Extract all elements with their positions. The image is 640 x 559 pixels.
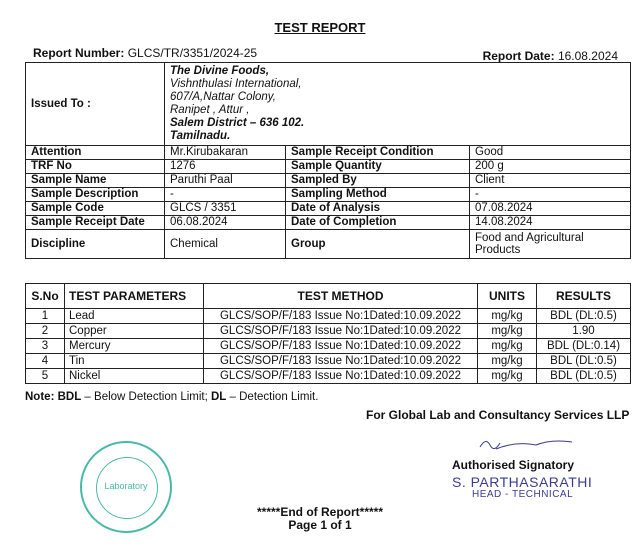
cell-unit: mg/kg — [478, 309, 537, 324]
sample-receipt-date-label: Sample Receipt Date — [26, 216, 165, 230]
cell-parameter: Lead — [65, 309, 204, 324]
signature-image — [476, 433, 576, 455]
issued-to-label: Issued To : — [26, 63, 165, 146]
cell-result: 1.90 — [537, 324, 631, 339]
cell-method: GLCS/SOP/F/183 Issue No:1Dated:10.09.2022 — [204, 324, 478, 339]
sampled-by-label: Sampled By — [286, 174, 470, 188]
cell-unit: mg/kg — [478, 354, 537, 369]
cell-result: BDL (DL:0.14) — [537, 339, 631, 354]
table-row — [26, 369, 631, 384]
sample-receipt-date-value: 06.08.2024 — [165, 216, 286, 230]
report-number-value: GLCS/TR/3351/2024-25 — [127, 46, 258, 60]
cell-parameter: Copper — [65, 324, 204, 339]
note-label: Note — [25, 391, 51, 403]
signatory-name: S. PARTHASARATHI — [452, 474, 593, 490]
discipline-value: Chemical — [165, 230, 286, 259]
table-header-row — [26, 284, 631, 309]
sample-name-label: Sample Name — [26, 174, 165, 188]
trf-label: TRF No — [26, 160, 165, 174]
sample-description-label: Sample Description — [26, 188, 165, 202]
test-results-table — [25, 283, 631, 384]
table-row — [26, 309, 631, 324]
cell-result: BDL (DL:0.5) — [537, 354, 631, 369]
sampling-method-value: - — [470, 188, 631, 202]
table-row — [26, 354, 631, 369]
group-value: Food and Agricultural Products — [470, 230, 631, 259]
discipline-label: Discipline — [26, 230, 165, 259]
sample-code-label: Sample Code — [26, 202, 165, 216]
cell-sno: 5 — [26, 369, 65, 384]
table-row — [26, 324, 631, 339]
table-row — [26, 339, 631, 354]
attention-value: Mr.Kirubakaran — [165, 146, 286, 160]
date-of-analysis-label: Date of Analysis — [286, 202, 470, 216]
cell-method: GLCS/SOP/F/183 Issue No:1Dated:10.09.2022 — [204, 369, 478, 384]
sample-name-value: Paruthi Paal — [165, 174, 286, 188]
col-header-sno: S.No — [26, 284, 65, 309]
attention-label: Attention — [26, 146, 165, 160]
group-label: Group — [286, 230, 470, 259]
address-line: Ranipet , Attur , — [170, 104, 250, 116]
col-header-method: TEST METHOD — [204, 284, 478, 309]
cell-unit: mg/kg — [478, 324, 537, 339]
report-date-label: Report Date: — [482, 49, 555, 63]
authorised-signatory-label: Authorised Signatory — [452, 458, 575, 472]
note: Note: BDL – Below Detection Limit; DL – Detection Limit. — [25, 391, 319, 403]
address-line: Vishnthulasi International, — [170, 78, 302, 90]
cell-sno: 4 — [26, 354, 65, 369]
issued-to-address — [165, 63, 631, 146]
report-date-value: 16.08.2024 — [557, 49, 618, 63]
note-bdl: BDL — [57, 391, 82, 403]
address-line: 607/A,Nattar Colony, — [170, 91, 276, 103]
trf-value: 1276 — [165, 160, 286, 174]
address-line: Salem District – 636 102. — [170, 117, 305, 129]
cell-sno: 3 — [26, 339, 65, 354]
cell-unit: mg/kg — [478, 369, 537, 384]
sample-quantity-label: Sample Quantity — [286, 160, 470, 174]
cell-parameter: Nickel — [65, 369, 204, 384]
cell-result: BDL (DL:0.5) — [537, 369, 631, 384]
sample-info-table — [25, 62, 631, 259]
cell-sno: 2 — [26, 324, 65, 339]
col-header-results: RESULTS — [537, 284, 631, 309]
page-number: Page 1 of 1 — [288, 518, 352, 532]
address-line: Tamilnadu. — [170, 130, 231, 142]
cell-method: GLCS/SOP/F/183 Issue No:1Dated:10.09.2022 — [204, 339, 478, 354]
lab-signature-heading: For Global Lab and Consultancy Services LLP — [366, 408, 630, 422]
note-dl: DL — [211, 391, 227, 403]
report-number-label: Report Number: — [33, 46, 125, 60]
sample-quantity-value: 200 g — [470, 160, 631, 174]
cell-result: BDL (DL:0.5) — [537, 309, 631, 324]
sample-code-value: GLCS / 3351 — [165, 202, 286, 216]
date-of-completion-value: 14.08.2024 — [470, 216, 631, 230]
sample-description-value: - — [165, 188, 286, 202]
sampled-by-value: Client — [470, 174, 631, 188]
report-date — [483, 49, 618, 63]
end-of-report: *****End of Report***** — [256, 505, 384, 519]
cell-parameter: Tin — [65, 354, 204, 369]
date-of-completion-label: Date of Completion — [286, 216, 470, 230]
cell-sno: 1 — [26, 309, 65, 324]
col-header-parameters: TEST PARAMETERS — [65, 284, 204, 309]
col-header-units: UNITS — [478, 284, 537, 309]
stamp-label: Laboratory — [104, 481, 148, 491]
date-of-analysis-value: 07.08.2024 — [470, 202, 631, 216]
cell-unit: mg/kg — [478, 339, 537, 354]
cell-method: GLCS/SOP/F/183 Issue No:1Dated:10.09.2022 — [204, 354, 478, 369]
sampling-method-label: Sampling Method — [286, 188, 470, 202]
note-dl-text: – Detection Limit. — [226, 391, 319, 403]
report-number — [33, 46, 257, 60]
sample-receipt-condition-value: Good — [470, 146, 631, 160]
customer-name: The Divine Foods, — [170, 65, 270, 77]
report-title: TEST REPORT — [274, 20, 366, 35]
sample-receipt-condition-label: Sample Receipt Condition — [286, 146, 470, 160]
cell-parameter: Mercury — [65, 339, 204, 354]
signatory-title: HEAD - TECHNICAL — [472, 489, 574, 500]
note-bdl-text: – Below Detection Limit; — [81, 391, 211, 403]
cell-method: GLCS/SOP/F/183 Issue No:1Dated:10.09.2022 — [204, 309, 478, 324]
